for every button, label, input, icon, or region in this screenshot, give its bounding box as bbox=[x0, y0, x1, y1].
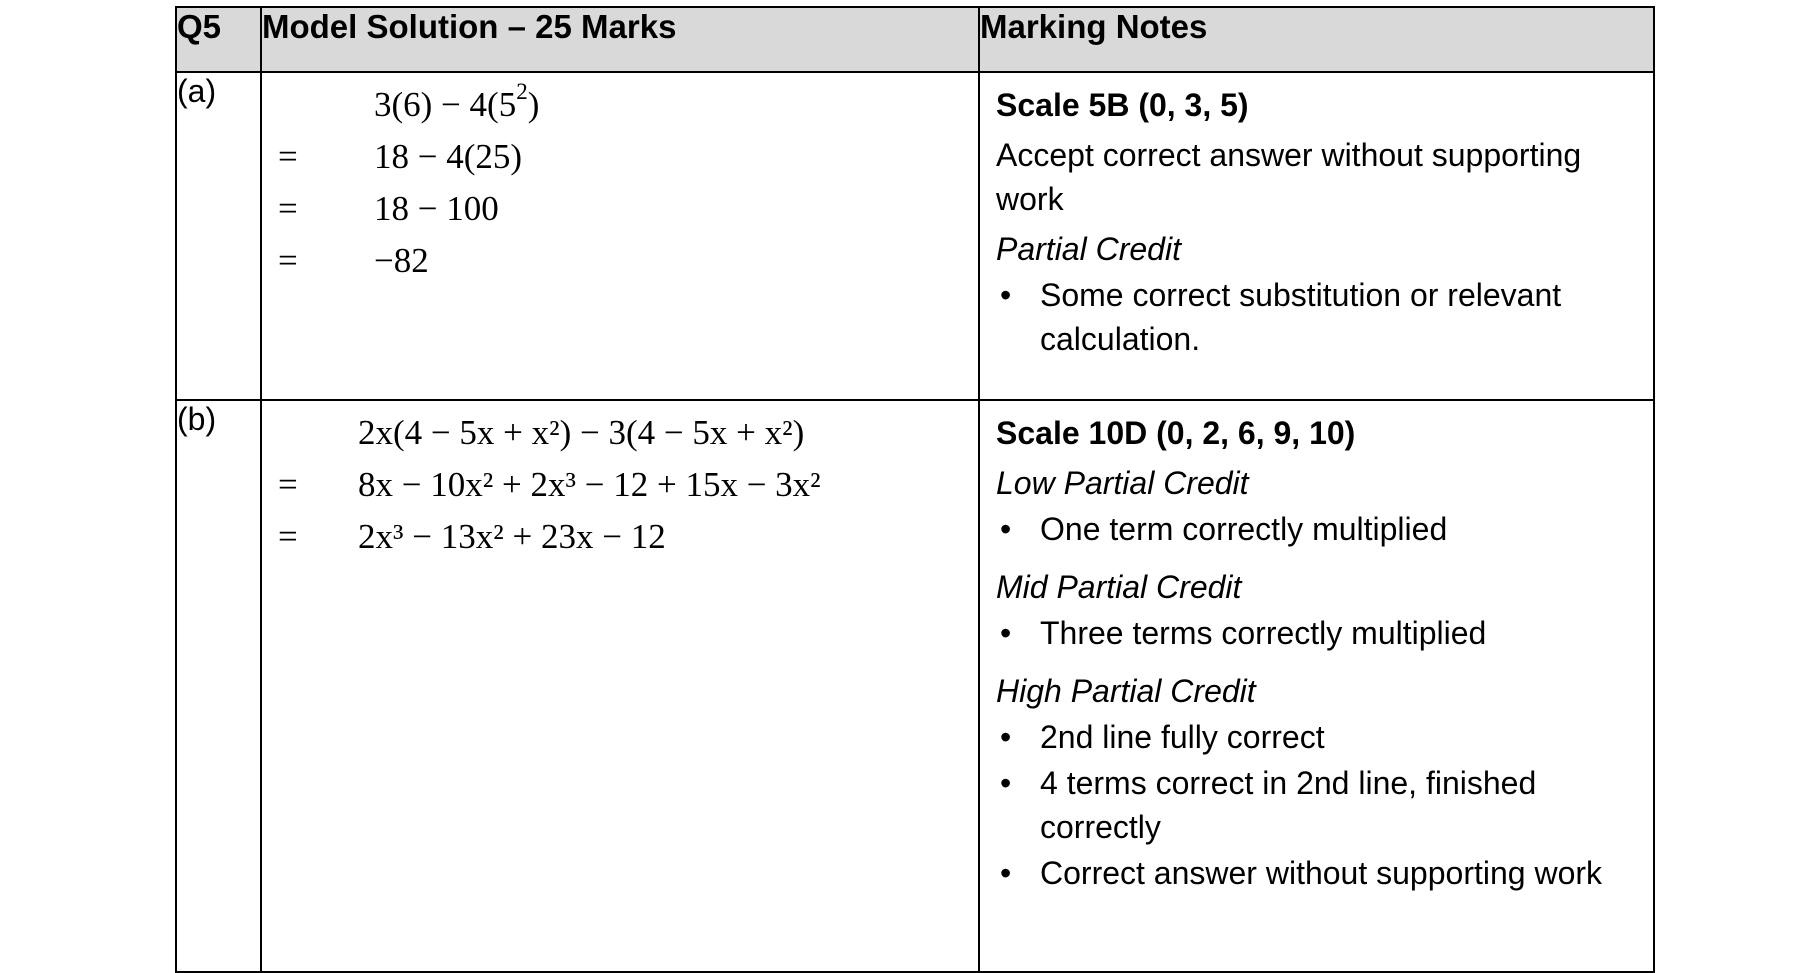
credit-title: Partial Credit bbox=[996, 231, 1181, 267]
marking-notes-b bbox=[979, 400, 1654, 972]
math-expression: $3(6) - 4(5^2)$ bbox=[374, 79, 540, 124]
model-solution-b bbox=[261, 400, 979, 972]
math-expression: 8x − 10x² + 2x³ − 12 + 15x − 3x² bbox=[358, 465, 821, 504]
note-text: Accept correct answer without supporting work bbox=[996, 137, 1582, 217]
equals-sign: = bbox=[278, 517, 298, 556]
table-row-a bbox=[176, 72, 1654, 400]
credit-title: High Partial Credit bbox=[996, 673, 1256, 709]
credit-list bbox=[996, 611, 1637, 655]
list-item: • One term correctly multiplied bbox=[996, 507, 1637, 551]
credit-list bbox=[996, 273, 1637, 361]
math-expression: 18 − 4(25) bbox=[374, 137, 523, 176]
bullet-icon: • bbox=[1000, 855, 1012, 891]
equals-sign: = bbox=[278, 241, 298, 280]
math-expression: −82 bbox=[374, 241, 429, 280]
table-row-b bbox=[176, 400, 1654, 972]
list-item: • Three terms correctly multiplied bbox=[996, 611, 1637, 655]
marking-scheme-table bbox=[175, 6, 1655, 973]
bullet-icon: • bbox=[1000, 277, 1012, 313]
list-item: • 4 terms correct in 2nd line, finished correctly bbox=[996, 761, 1637, 849]
part-label: (a) bbox=[176, 72, 261, 400]
credit-list bbox=[996, 715, 1637, 895]
math-line bbox=[262, 235, 978, 287]
math-line bbox=[262, 131, 978, 183]
math-line bbox=[262, 79, 978, 131]
bullet-icon: • bbox=[1000, 719, 1012, 755]
header-model-solution: Model Solution – 25 Marks bbox=[261, 7, 979, 72]
bullet-icon: • bbox=[1000, 615, 1012, 651]
table-header-row bbox=[176, 7, 1654, 72]
part-label: (b) bbox=[176, 400, 261, 972]
math-line bbox=[262, 511, 978, 563]
model-solution-a bbox=[261, 72, 979, 400]
credit-title: Low Partial Credit bbox=[996, 465, 1249, 501]
bullet-icon: • bbox=[1000, 511, 1012, 547]
header-marking-notes: Marking Notes bbox=[979, 7, 1654, 72]
list-item: • 2nd line fully correct bbox=[996, 715, 1637, 759]
math-expression: 2x(4 − 5x + x²) − 3(4 − 5x + x²) bbox=[358, 413, 805, 452]
math-line bbox=[262, 183, 978, 235]
scale-label: Scale 5B (0, 3, 5) bbox=[996, 87, 1249, 123]
credit-title: Mid Partial Credit bbox=[996, 569, 1242, 605]
math-expression: 18 − 100 bbox=[374, 189, 499, 228]
bullet-icon: • bbox=[1000, 765, 1012, 801]
header-question: Q5 bbox=[176, 7, 261, 72]
math-expression: 2x³ − 13x² + 23x − 12 bbox=[358, 517, 666, 556]
credit-list bbox=[996, 507, 1637, 551]
list-item: • Some correct substitution or relevant calculation. bbox=[996, 273, 1637, 361]
equals-sign: = bbox=[278, 137, 298, 176]
marking-notes-a bbox=[979, 72, 1654, 400]
equals-sign: = bbox=[278, 189, 298, 228]
equals-sign: = bbox=[278, 465, 298, 504]
scale-label: Scale 10D (0, 2, 6, 9, 10) bbox=[996, 415, 1356, 451]
math-line bbox=[262, 407, 978, 459]
list-item: • Correct answer without supporting work bbox=[996, 851, 1637, 895]
math-line bbox=[262, 459, 978, 511]
